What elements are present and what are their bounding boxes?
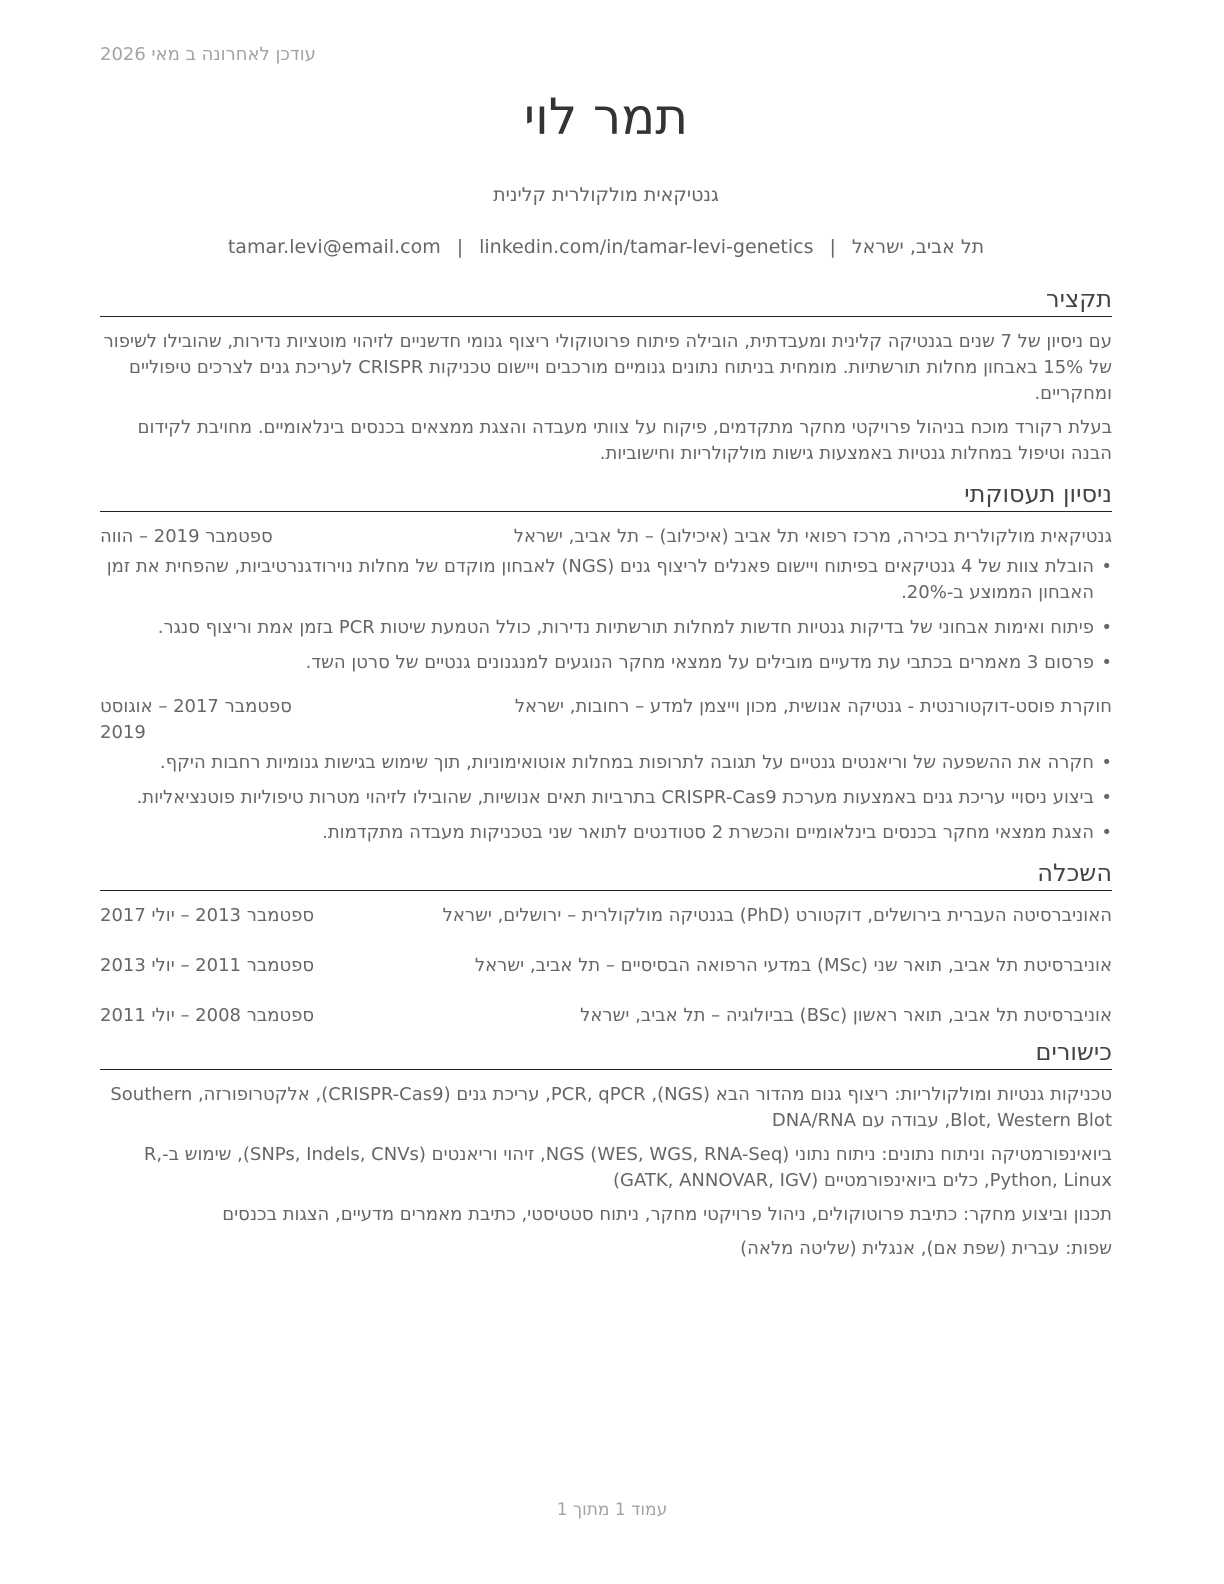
- job-entry: [100, 524, 1112, 676]
- education-text: אוניברסיטת תל אביב, תואר שני (MSc) במדעי הרפואה הבסיסיים – תל אביב, ישראל: [474, 955, 1112, 976]
- contact-linkedin[interactable]: linkedin.com/in/tamar-levi-genetics: [479, 236, 814, 258]
- education-item: [100, 1003, 1112, 1029]
- education-item: [100, 953, 1112, 979]
- job-bullet: • פרסום 3 מאמרים בכתבי עת מדעיים מובילים על ממצאי מחקר הנוגעים למנגנונים גנטיים של סרטן השד.: [100, 650, 1112, 676]
- education-dates: ספטמבר 2011 – יולי 2013: [100, 955, 315, 976]
- job-bullet: • ביצוע ניסויי עריכת גנים באמצעות מערכת CRISPR-Cas9 בתרביות תאים אנושיות, שהובילו לזיהוי מטרות טיפוליות פוטנציאליות.: [100, 785, 1112, 811]
- contact-line: [100, 236, 1112, 258]
- skill-line: ביואינפורמטיקה וניתוח נתונים: ניתוח נתוני NGS (WES, WGS, RNA-Seq), זיהוי וריאנטים (SNPs, Indels, CNVs), שימוש ב-R, Python, Linux, כלים ביואינפורמטיים (GATK, ANNOVAR, IGV): [143, 1144, 1112, 1191]
- summary-section: [100, 329, 1112, 467]
- job-entry: [100, 694, 1112, 846]
- job-bullet: • הצגת ממצאי מחקר בכנסים בינלאומיים והכשרת 2 סטודנטים לתואר שני בטכניקות מעבדה מתקדמות.: [100, 820, 1112, 846]
- education-text: האוניברסיטה העברית בירושלים, דוקטורט (PhD) בגנטיקה מולקולרית – ירושלים, ישראל: [442, 905, 1112, 926]
- candidate-name: תמר לוי: [523, 88, 689, 146]
- job-dates: ספטמבר 2017 – אוגוסט 2019: [100, 696, 292, 743]
- job-heading: גנטיקאית מולקולרית בכירה, מרכז רפואי תל אביב (איכילוב) – תל אביב, ישראל: [513, 526, 1112, 547]
- contact-email[interactable]: tamar.levi@email.com: [227, 236, 441, 258]
- contact-separator: |: [829, 236, 836, 258]
- resume-page: [100, 80, 1112, 1270]
- job-bullets: [100, 750, 1112, 846]
- skill-line: תכנון וביצוע מחקר: כתיבת פרוטוקולים, ניהול פרויקטי מחקר, ניתוח סטטיסטי, כתיבת מאמרים מדעיים, הצגות בכנסים: [222, 1204, 1112, 1225]
- section-title-experience: ניסיון תעסוקתי: [100, 479, 1112, 512]
- section-title-education: השכלה: [100, 858, 1112, 891]
- job-header: [100, 694, 1112, 746]
- skill-line: שפות: עברית (שפת אם), אנגלית (שליטה מלאה): [740, 1238, 1112, 1259]
- job-bullet: • הובלת צוות של 4 גנטיקאים בפיתוח ויישום פאנלים לריצוף גנים (NGS) לאבחון מוקדם של מחלות נוירודגנרטיביות, שהפחית את זמן האבחון הממוצע ב-20%.: [100, 554, 1112, 606]
- candidate-title: גנטיקאית מולקולרית קלינית: [493, 184, 719, 206]
- contact-location: תל אביב, ישראל: [851, 236, 985, 258]
- contact-separator: |: [456, 236, 464, 258]
- education-section: [100, 903, 1112, 1029]
- education-text: אוניברסיטת תל אביב, תואר ראשון (BSc) בביולוגיה – תל אביב, ישראל: [580, 1005, 1112, 1026]
- education-dates: ספטמבר 2008 – יולי 2011: [100, 1005, 315, 1026]
- skills-section: [100, 1082, 1112, 1262]
- job-dates: ספטמבר 2019 – הווה: [100, 526, 273, 547]
- job-heading: חוקרת פוסט-דוקטורנטית - גנטיקה אנושית, מכון וייצמן למדע – רחובות, ישראל: [514, 696, 1112, 717]
- last-updated-note: עודכן לאחרונה ב מאי 2026: [100, 44, 316, 65]
- section-title-summary: תקציר: [100, 284, 1112, 317]
- job-header: [100, 524, 1112, 550]
- page-number: עמוד 1 מתוך 1: [556, 1500, 668, 1520]
- skill-line: טכניקות גנטיות ומולקולריות: ריצוף גנום מהדור הבא (NGS), PCR, qPCR, עריכת גנים (CRISPR-Cas9), אלקטרופורזה, Southern Blot, Western Blot, עבודה עם DNA/RNA: [110, 1084, 1112, 1131]
- education-dates: ספטמבר 2013 – יולי 2017: [100, 905, 315, 926]
- job-bullets: [100, 554, 1112, 676]
- job-bullet: • חקרה את ההשפעה של וריאנטים גנטיים על תגובה לתרופות במחלות אוטואימוניות, תוך שימוש בגישות גנומיות רחבות היקף.: [100, 750, 1112, 776]
- job-bullet: • פיתוח ואימות אבחוני של בדיקות גנטיות חדשות למחלות תורשתיות נדירות, כולל הטמעת שיטות PCR בזמן אמת וריצוף סנגר.: [100, 615, 1112, 641]
- summary-paragraph: בעלת רקורד מוכח בניהול פרויקטי מחקר מתקדמים, פיקוח על צוותי מעבדה והצגת ממצאים בכנסים בינלאומיים. מחויבת לקידום הבנה וטיפול במחלות גנטיות באמצעות גישות מולקולריות וחישוביות.: [137, 417, 1112, 464]
- section-title-skills: כישורים: [100, 1037, 1112, 1070]
- summary-paragraph: עם ניסיון של 7 שנים בגנטיקה קלינית ומעבדתית, הובילה פיתוח פרוטוקולי ריצוף גנומי חדשניים לזיהוי מוטציות נדירות, שהובילו לשיפור של 15% באבחון מחלות תורשתיות. מומחית בניתוח נתונים גנומיים מורכבים ויישום טכניקות CRISPR לעריכת גנים לצרכים טיפוליים ומחקריים.: [103, 331, 1112, 404]
- education-item: [100, 903, 1112, 929]
